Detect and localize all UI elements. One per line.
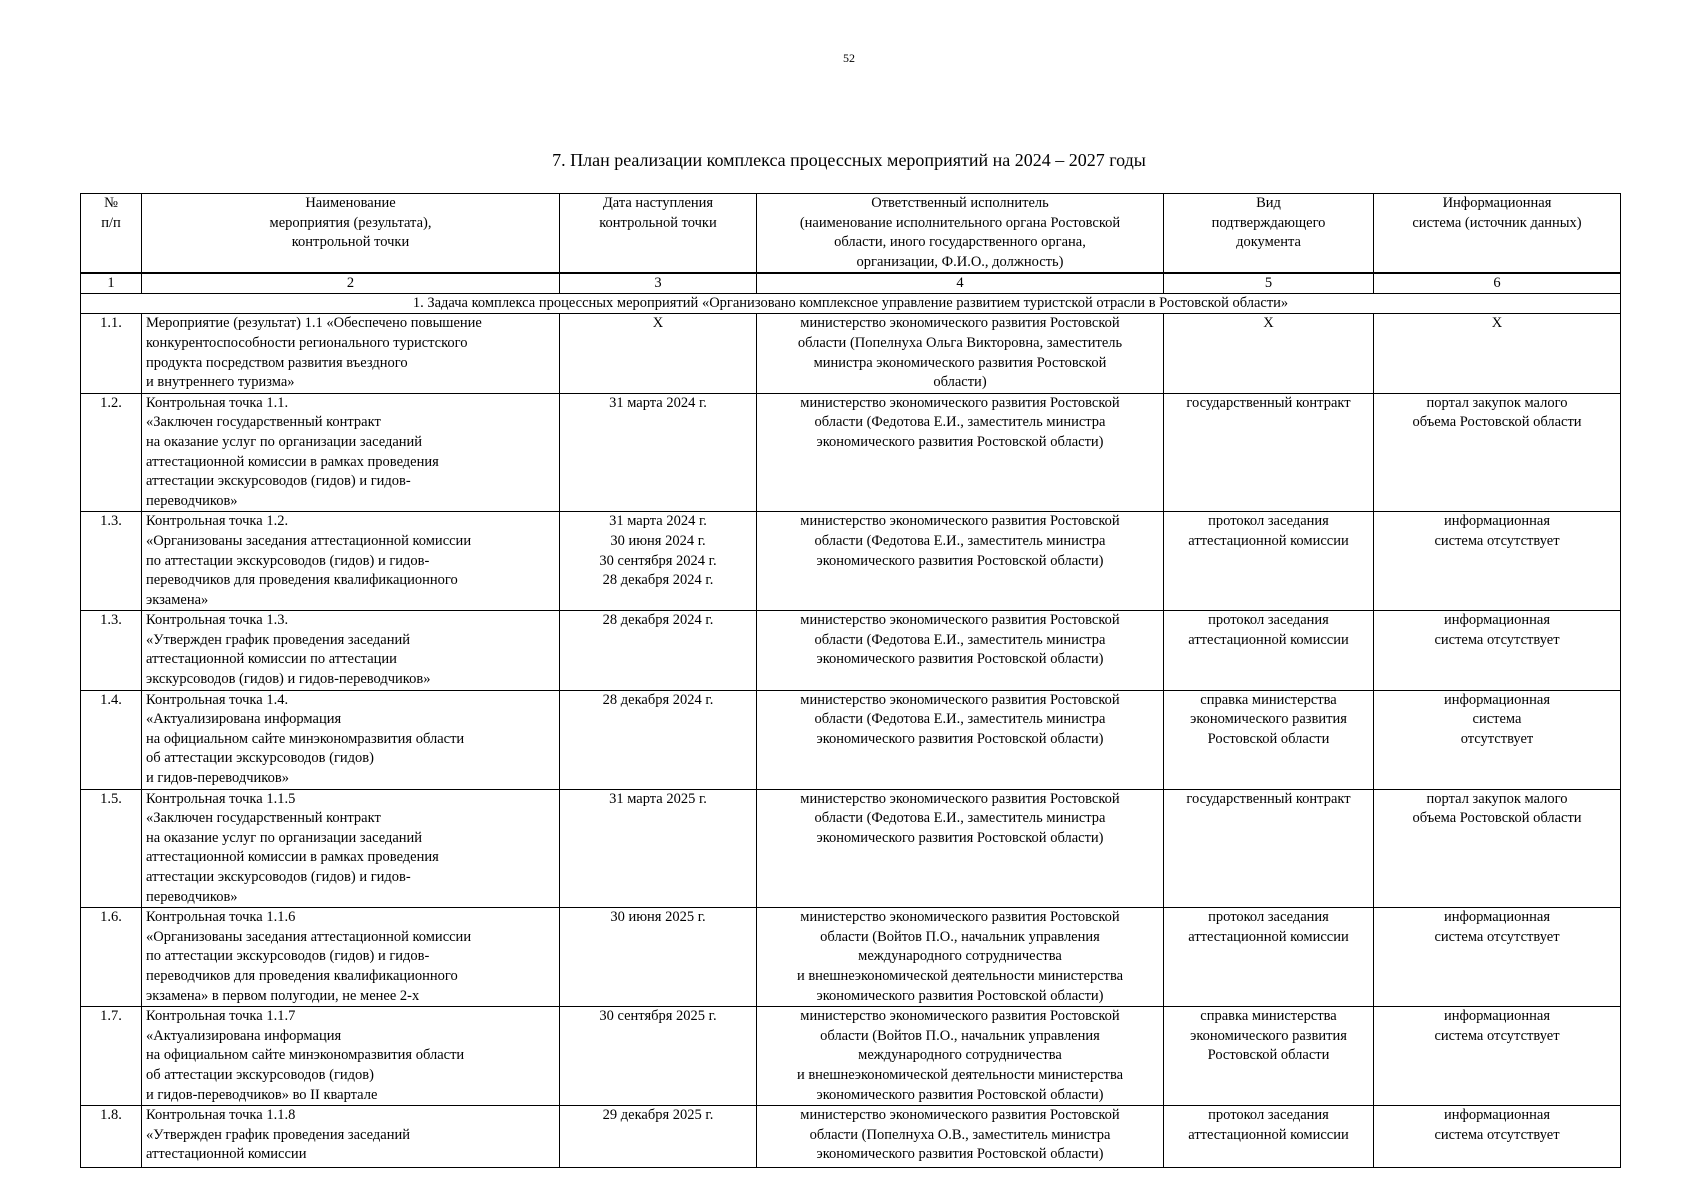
row-number: 1.5. — [81, 789, 142, 908]
column-number: 6 — [1374, 273, 1621, 294]
row-activity-name: Контрольная точка 1.1.5 «Заключен государственный контракт на оказание услуг по организации заседаний аттестационной комиссии в рамках проведения аттестации экскурсоводов (гидов) и гидов- переводчиков» — [142, 789, 560, 908]
row-document: X — [1164, 314, 1374, 393]
row-executor: министерство экономического развития Ростовской области (Федотова Е.И., заместитель министра экономического развития Ростовской области) — [757, 512, 1164, 611]
row-number: 1.3. — [81, 611, 142, 690]
row-date: 28 декабря 2024 г. — [560, 690, 757, 789]
row-date: 29 декабря 2025 г. — [560, 1106, 757, 1168]
row-executor: министерство экономического развития Ростовской области (Войтов П.О., начальник управления международного сотрудничества и внешнеэкономической деятельности министерства экономического развития Ростовской области) — [757, 1007, 1164, 1106]
document-title: 7. План реализации комплекса процессных мероприятий на 2024 – 2027 годы — [552, 150, 1146, 170]
row-number: 1.8. — [81, 1106, 142, 1168]
row-system: портал закупок малого объема Ростовской области — [1374, 393, 1621, 512]
row-system: портал закупок малого объема Ростовской области — [1374, 789, 1621, 908]
row-document: протокол заседания аттестационной комиссии — [1164, 512, 1374, 611]
section-row — [81, 294, 1621, 314]
plan-table — [80, 193, 1621, 1168]
row-document: государственный контракт — [1164, 393, 1374, 512]
row-system: информационная система отсутствует — [1374, 512, 1621, 611]
row-system: информационная система отсутствует — [1374, 690, 1621, 789]
row-activity-name: Контрольная точка 1.2. «Организованы заседания аттестационной комиссии по аттестации экскурсоводов (гидов) и гидов- переводчиков для проведения квалификационного экзамена» — [142, 512, 560, 611]
row-system: информационная система отсутствует — [1374, 1007, 1621, 1106]
row-date: 31 марта 2024 г. 30 июня 2024 г. 30 сентября 2024 г. 28 декабря 2024 г. — [560, 512, 757, 611]
row-number: 1.7. — [81, 1007, 142, 1106]
row-activity-name: Контрольная точка 1.1.7 «Актуализирована информация на официальном сайте минэкономразвития области об аттестации экскурсоводов (гидов) и гидов-переводчиков» во II квартале — [142, 1007, 560, 1106]
row-number: 1.6. — [81, 908, 142, 1007]
page-number: 52 — [843, 51, 855, 65]
table-row — [81, 512, 1621, 611]
table-row — [81, 789, 1621, 908]
row-number: 1.3. — [81, 512, 142, 611]
table-row — [81, 908, 1621, 1007]
table-row — [81, 1106, 1621, 1168]
table-row — [81, 314, 1621, 393]
row-number: 1.2. — [81, 393, 142, 512]
row-activity-name: Контрольная точка 1.1.6 «Организованы заседания аттестационной комиссии по аттестации экскурсоводов (гидов) и гидов- переводчиков для проведения квалификационного экзамена» в первом полугодии, не менее 2-х — [142, 908, 560, 1007]
header-cell-date: Дата наступления контрольной точки — [560, 194, 757, 274]
row-document: государственный контракт — [1164, 789, 1374, 908]
row-date: 30 сентября 2025 г. — [560, 1007, 757, 1106]
row-executor: министерство экономического развития Ростовской области (Федотова Е.И., заместитель министра экономического развития Ростовской области) — [757, 611, 1164, 690]
table-row — [81, 1007, 1621, 1106]
row-executor: министерство экономического развития Ростовской области (Попелнуха Ольга Викторовна, заместитель министра экономического развития Ростовской области) — [757, 314, 1164, 393]
column-number: 2 — [142, 273, 560, 294]
row-activity-name: Контрольная точка 1.1. «Заключен государственный контракт на оказание услуг по организации заседаний аттестационной комиссии в рамках проведения аттестации экскурсоводов (гидов) и гидов- переводчиков» — [142, 393, 560, 512]
row-document: протокол заседания аттестационной комиссии — [1164, 908, 1374, 1007]
row-executor: министерство экономического развития Ростовской области (Федотова Е.И., заместитель министра экономического развития Ростовской области) — [757, 393, 1164, 512]
row-date: X — [560, 314, 757, 393]
row-executor: министерство экономического развития Ростовской области (Федотова Е.И., заместитель министра экономического развития Ростовской области) — [757, 789, 1164, 908]
row-activity-name: Контрольная точка 1.3. «Утвержден график проведения заседаний аттестационной комиссии по аттестации экскурсоводов (гидов) и гидов-переводчиков» — [142, 611, 560, 690]
column-number: 5 — [1164, 273, 1374, 294]
row-date: 31 марта 2024 г. — [560, 393, 757, 512]
table-row — [81, 690, 1621, 789]
row-executor: министерство экономического развития Ростовской области (Войтов П.О., начальник управления международного сотрудничества и внешнеэкономической деятельности министерства экономического развития Ростовской области) — [757, 908, 1164, 1007]
row-activity-name: Контрольная точка 1.1.8 «Утвержден график проведения заседаний аттестационной комиссии — [142, 1106, 560, 1168]
section-title: 1. Задача комплекса процессных мероприятий «Организовано комплексное управление развитием туристской отрасли в Ростовской области» — [81, 294, 1621, 314]
row-date: 30 июня 2025 г. — [560, 908, 757, 1007]
row-number: 1.1. — [81, 314, 142, 393]
header-cell-executor: Ответственный исполнитель (наименование исполнительного органа Ростовской области, иного государственного органа, организации, Ф.И.О., должность) — [757, 194, 1164, 274]
row-activity-name: Мероприятие (результат) 1.1 «Обеспечено повышение конкурентоспособности регионального туристского продукта посредством развития въездного и внутреннего туризма» — [142, 314, 560, 393]
column-number: 1 — [81, 273, 142, 294]
row-system: информационная система отсутствует — [1374, 1106, 1621, 1168]
header-cell-number: № п/п — [81, 194, 142, 274]
row-document: протокол заседания аттестационной комиссии — [1164, 611, 1374, 690]
header-cell-system: Информационная система (источник данных) — [1374, 194, 1621, 274]
column-numbers-row — [81, 273, 1621, 294]
row-date: 31 марта 2025 г. — [560, 789, 757, 908]
column-number: 4 — [757, 273, 1164, 294]
table-row — [81, 393, 1621, 512]
header-cell-name: Наименование мероприятия (результата), контрольной точки — [142, 194, 560, 274]
header-cell-document: Вид подтверждающего документа — [1164, 194, 1374, 274]
row-system: X — [1374, 314, 1621, 393]
row-executor: министерство экономического развития Ростовской области (Федотова Е.И., заместитель министра экономического развития Ростовской области) — [757, 690, 1164, 789]
row-activity-name: Контрольная точка 1.4. «Актуализирована информация на официальном сайте минэкономразвития области об аттестации экскурсоводов (гидов) и гидов-переводчиков» — [142, 690, 560, 789]
row-document: справка министерства экономического развития Ростовской области — [1164, 1007, 1374, 1106]
column-number: 3 — [560, 273, 757, 294]
row-system: информационная система отсутствует — [1374, 611, 1621, 690]
row-document: протокол заседания аттестационной комиссии — [1164, 1106, 1374, 1168]
row-document: справка министерства экономического развития Ростовской области — [1164, 690, 1374, 789]
row-system: информационная система отсутствует — [1374, 908, 1621, 1007]
row-executor: министерство экономического развития Ростовской области (Попелнуха О.В., заместитель министра экономического развития Ростовской области) — [757, 1106, 1164, 1168]
header-row — [81, 194, 1621, 274]
table-row — [81, 611, 1621, 690]
row-number: 1.4. — [81, 690, 142, 789]
row-date: 28 декабря 2024 г. — [560, 611, 757, 690]
